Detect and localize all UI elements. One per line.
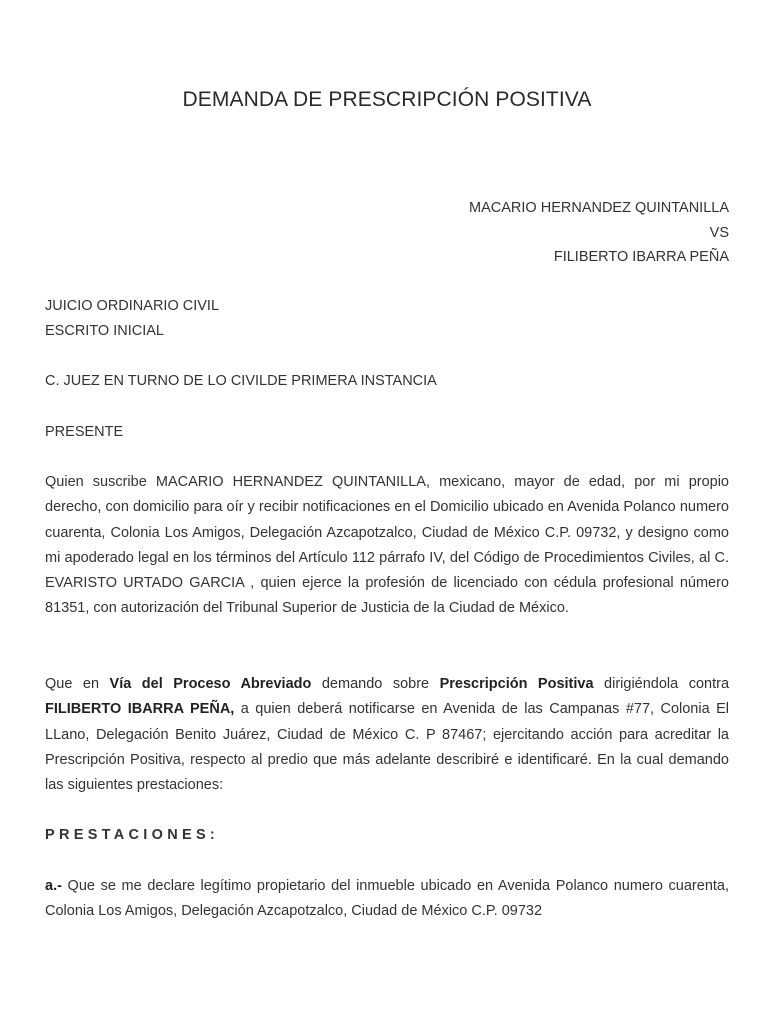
claim-text: dirigiéndola contra: [593, 676, 730, 692]
claim-text: Que en: [45, 676, 110, 692]
defendant-name: FILIBERTO IBARRA PEÑA: [553, 249, 729, 265]
addressee: C. JUEZ EN TURNO DE LO CIVILDE PRIMERA INSTANCIA: [45, 373, 437, 389]
document-title: DEMANDA DE PRESCRIPCIÓN POSITIVA: [182, 88, 592, 111]
greeting: PRESENTE: [45, 424, 124, 440]
paragraph-intro: Quien suscribe MACARIO HERNANDEZ QUINTANILLA, mexicano, mayor de edad, por mi propio derecho, con domicilio para oír y recibir notificaciones en el Domicilio ubicado en Avenida Polanco numero cuarenta, Colonia Los Amigos, Delegación Azcapotzalco, Ciudad de México C.P. 09732, y designo como mi apoderado legal en los términos del Artículo 112 párrafo IV, del Código de Procedimientos Civiles, al C. EVARISTO URTADO GARCIA , quien ejerce la profesión de licenciado con cédula profesional número 81351, con autorización del Tribunal Superior de Justicia de la Ciudad de México.: [45, 474, 729, 617]
claim-defendant: FILIBERTO IBARRA PEÑA,: [45, 701, 235, 718]
prestacion-item-a: [45, 874, 729, 925]
filing-type: ESCRITO INICIAL: [45, 323, 164, 340]
parties-block: [469, 196, 729, 270]
case-type: JUICIO ORDINARIO CIVIL: [45, 298, 220, 314]
paragraph-claim: [45, 672, 729, 798]
claim-text: a quien deberá notificarse en Avenida de las Campanas #77, Colonia El LLano, Delegación Benito Juárez, Ciudad de México C. P 87467; ejercitando acción para acreditar la Prescripción Positiva, respecto al predio que más adelante describiré e identificaré. En la cual demando las siguientes prestaciones:: [45, 701, 729, 794]
claim-text: demando sobre: [311, 676, 440, 692]
item-text: Que se me declare legítimo propietario del inmueble ubicado en Avenida Polanco numero cuarenta, Colonia Los Amigos, Delegación Azcapotzalco, Ciudad de México C.P. 09732: [45, 878, 729, 920]
item-marker: a.-: [45, 878, 62, 894]
claim-procedure: Vía del Proceso Abreviado: [109, 676, 312, 692]
section-heading: PRESTACIONES:: [45, 827, 220, 843]
claim-action: Prescripción Positiva: [439, 676, 594, 692]
case-info: [45, 294, 729, 345]
versus-label: VS: [709, 224, 729, 241]
plaintiff-name: MACARIO HERNANDEZ QUINTANILLA: [469, 200, 729, 216]
